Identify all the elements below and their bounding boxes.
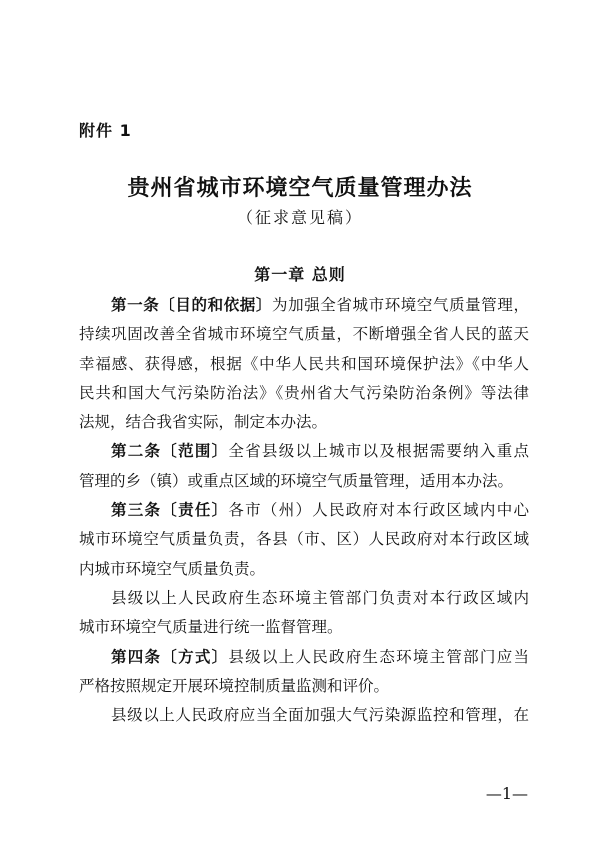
document-body <box>79 291 529 730</box>
article-3-line: 内城市环境空气质量负责。 <box>79 559 266 578</box>
page-number: —1— <box>485 784 528 803</box>
article-2-text: 全省县级以上城市以及根据需要纳入重点 <box>228 442 529 461</box>
article-3-paragraph-2-line: 城市环境空气质量进行统一监督管理。 <box>79 618 343 637</box>
article-1-line <box>79 291 529 320</box>
article-3-text: 各市（州）人民政府对本行政区域内中心 <box>228 501 529 520</box>
article-4-paragraph-2-line: 县级以上人民政府应当全面加强大气污染源监控和管理，在 <box>111 706 529 725</box>
attachment-label: 附件 1 <box>79 121 132 140</box>
article-3-line: 城市环境空气质量负责，各县（市、区）人民政府对本行政区域 <box>79 530 529 549</box>
document-subtitle: （征求意见稿） <box>236 208 363 227</box>
document-title: 贵州省城市环境空气质量管理办法 <box>127 175 473 201</box>
article-4-line <box>79 643 529 672</box>
article-3-heading: 第三条〔责任〕 <box>111 501 229 520</box>
article-2-line: 管理的乡（镇）或重点区域的环境空气质量管理，适用本办法。 <box>79 471 514 490</box>
article-1-heading: 第一条〔目的和依据〕 <box>111 296 272 314</box>
article-1-line: 民共和国大气污染防治法》《贵州省大气污染防治条例》等法律 <box>79 383 529 402</box>
article-4-heading: 第四条〔方式〕 <box>111 647 229 666</box>
article-4-text: 县级以上人民政府生态环境主管部门应当 <box>228 647 529 666</box>
article-4-line: 严格按照规定开展环境控制质量监测和评价。 <box>79 676 390 695</box>
article-1-text: 为加强全省城市环境空气质量管理， <box>272 296 529 314</box>
article-3-paragraph-2-line: 县级以上人民政府生态环境主管部门负责对本行政区域内 <box>111 588 529 607</box>
article-1-line: 法规，结合我省实际，制定本办法。 <box>79 413 328 432</box>
chapter-heading: 第一章 总则 <box>254 265 346 284</box>
article-2-line <box>79 437 529 466</box>
article-2-heading: 第二条〔范围〕 <box>111 442 229 461</box>
article-1-line: 持续巩固改善全省城市环境空气质量，不断增强全省人民的蓝天 <box>79 325 529 344</box>
article-3-line <box>79 496 529 525</box>
article-1-line: 幸福感、获得感，根据《中华人民共和国环境保护法》《中华人 <box>79 354 529 373</box>
